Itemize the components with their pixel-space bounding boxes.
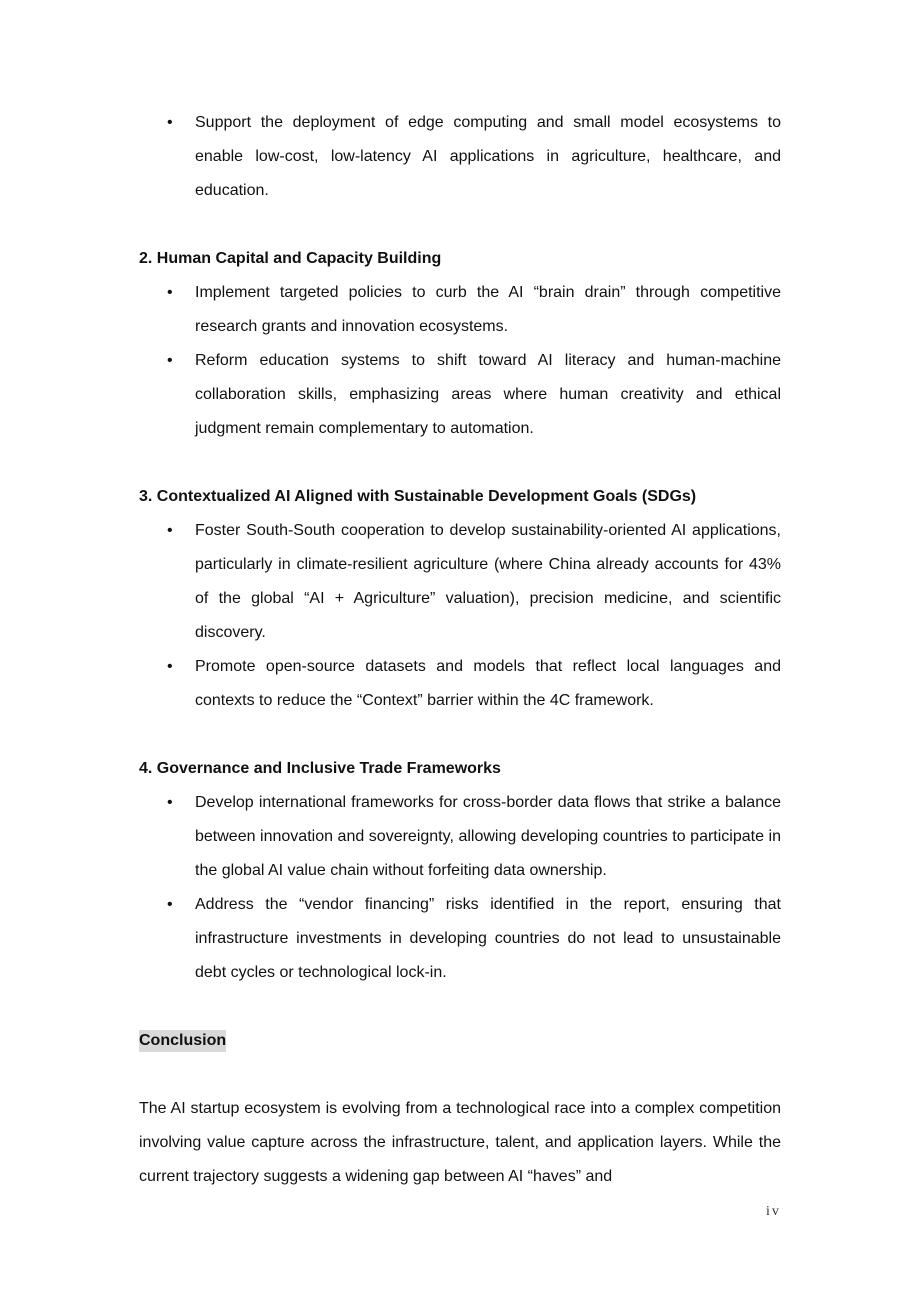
list-item: • Foster South-South cooperation to develop sustainability-oriented AI applications, particularly in climate-resilient agriculture (where China already accounts for 43% of the global “AI + Agriculture” valuation), precision medicine, and scientific discovery. xyxy=(139,514,781,650)
section-heading-contextualized-ai: 3. Contextualized AI Aligned with Sustainable Development Goals (SDGs) xyxy=(139,488,697,505)
spacer xyxy=(139,1058,781,1092)
list-item: • Reform education systems to shift toward AI literacy and human-machine collaboration skills, emphasizing areas where human creativity and ethical judgment remain complementary to automation. xyxy=(139,344,781,446)
spacer xyxy=(139,718,781,752)
conclusion-heading: Conclusion xyxy=(139,1030,226,1052)
section-heading-human-capital: 2. Human Capital and Capacity Building xyxy=(139,250,442,267)
list-item: • Develop international frameworks for cross-border data flows that strike a balance between innovation and sovereignty, allowing developing countries to participate in the global AI value chain without forfeiting data ownership. xyxy=(139,786,781,888)
bullet-list-governance xyxy=(139,786,781,990)
list-item: • Promote open-source datasets and models that reflect local languages and contexts to reduce the “Context” barrier within the 4C framework. xyxy=(139,650,781,718)
spacer xyxy=(139,208,781,242)
conclusion-heading-row xyxy=(139,1024,781,1058)
bullet-list-human-capital xyxy=(139,276,781,446)
conclusion-paragraph: The AI startup ecosystem is evolving from a technological race into a complex competition involving value capture across the infrastructure, talent, and application layers. While the current trajectory suggests a widening gap between AI “haves” and xyxy=(139,1100,781,1185)
document-page xyxy=(139,106,781,1194)
page-number: iv xyxy=(766,1204,781,1219)
bullet-list-contextualized-ai xyxy=(139,514,781,718)
bullet-list-top xyxy=(139,106,781,208)
list-item: • Address the “vendor financing” risks identified in the report, ensuring that infrastructure investments in developing countries do not lead to unsustainable debt cycles or technological lock-in. xyxy=(139,888,781,990)
list-item: • Implement targeted policies to curb the AI “brain drain” through competitive research grants and innovation ecosystems. xyxy=(139,276,781,344)
spacer xyxy=(139,446,781,480)
spacer xyxy=(139,990,781,1024)
list-item: • Support the deployment of edge computing and small model ecosystems to enable low-cost, low-latency AI applications in agriculture, healthcare, and education. xyxy=(139,106,781,208)
section-heading-governance: 4. Governance and Inclusive Trade Frameworks xyxy=(139,760,501,777)
